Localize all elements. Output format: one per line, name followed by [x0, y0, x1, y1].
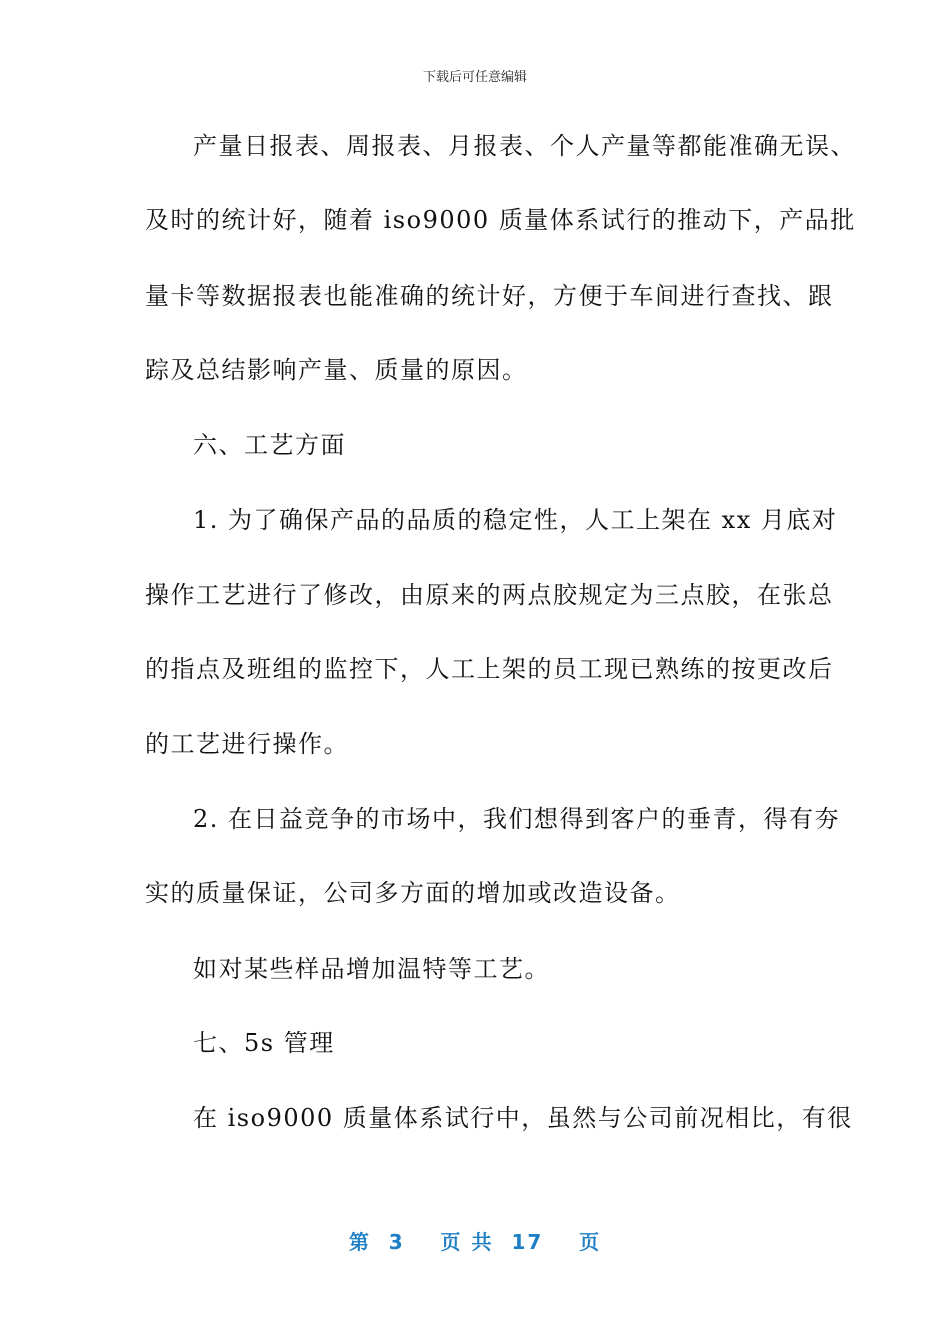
section-heading: 六、工艺方面: [193, 431, 346, 459]
body-line: 在 iso9000 质量体系试行中，虽然与公司前况相比，有很: [193, 1104, 853, 1132]
body-line: 的指点及班组的监控下，人工上架的员工现已熟练的按更改后: [145, 655, 834, 683]
body-line: 实的质量保证，公司多方面的增加或改造设备。: [145, 879, 681, 907]
body-line: 量卡等数据报表也能准确的统计好，方便于车间进行查找、跟: [145, 282, 834, 310]
body-line: 1. 为了确保产品的品质的稳定性，人工上架在 xx 月底对: [193, 506, 838, 534]
body-line: 2. 在日益竞争的市场中，我们想得到客户的垂青，得有夯: [193, 805, 841, 833]
body-line: 的工艺进行操作。: [145, 730, 349, 758]
footer-total-pages: 17: [511, 1230, 544, 1254]
page-footer: [0, 1226, 950, 1255]
footer-prefix: 第: [348, 1230, 371, 1254]
footer-middle: 页 共: [440, 1230, 494, 1254]
body-line: 及时的统计好，随着 iso9000 质量体系试行的推动下，产品批: [145, 206, 856, 234]
section-heading: 七、5s 管理: [193, 1029, 335, 1057]
footer-page-number: 3: [388, 1230, 405, 1254]
body-line: 如对某些样品增加温特等工艺。: [193, 955, 550, 983]
body-line: 产量日报表、周报表、月报表、个人产量等都能准确无误、: [193, 132, 856, 160]
page-header: 下载后可任意编辑: [422, 70, 527, 85]
footer-suffix: 页: [579, 1230, 602, 1254]
body-line: 踪及总结影响产量、质量的原因。: [145, 356, 528, 384]
body-line: 操作工艺进行了修改，由原来的两点胶规定为三点胶，在张总: [145, 581, 834, 609]
